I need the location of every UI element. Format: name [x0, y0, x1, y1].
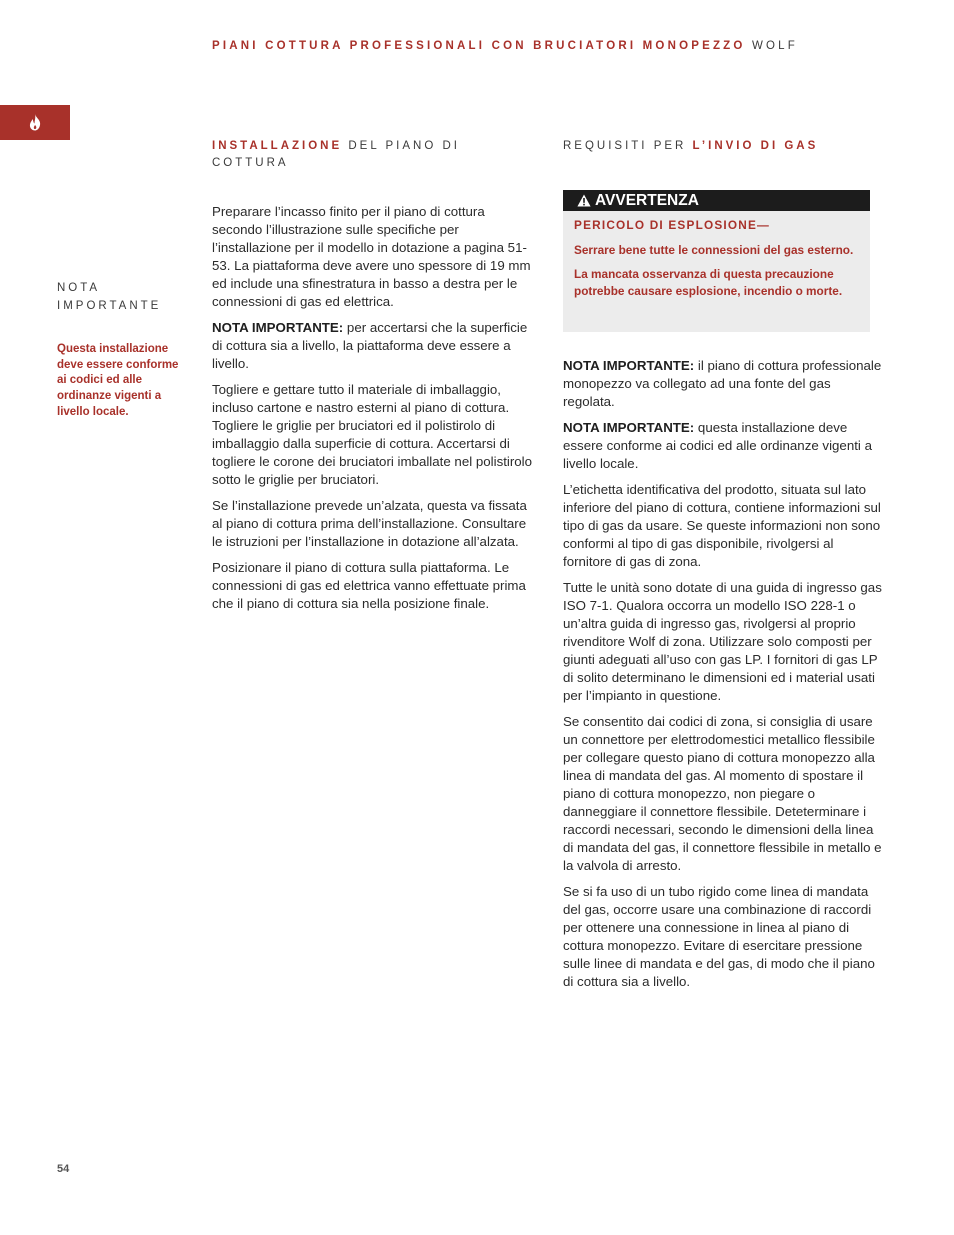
heading-rest: DEL PIANO DI COTTURA	[212, 140, 460, 169]
page-number: 54	[57, 1163, 70, 1175]
warning-body	[563, 211, 870, 299]
bold-lead: NOTA IMPORTANTE:	[563, 358, 695, 373]
warning-bar	[563, 190, 870, 211]
running-header	[212, 40, 912, 52]
paragraph: Posizionare il piano di cottura sulla piattaforma. Le connessioni di gas ed elettrica vanno effettuate prima che il piano di cottura sia nella posizione finale.	[212, 560, 526, 611]
paragraph	[563, 357, 885, 411]
paragraph-text: il piano di cottura professionale monopezzo va collegato ad una fonte del gas regolata.	[563, 358, 882, 409]
bold-lead: NOTA IMPORTANTE:	[563, 420, 695, 435]
left-column	[212, 203, 534, 621]
flame-icon	[28, 114, 42, 131]
paragraph: Se l’installazione prevede un’alzata, questa va fissata al piano di cottura prima dell’installazione. Consultare le istruzioni per l’installazione in dotazione all’alzata.	[212, 498, 527, 549]
paragraph: Tutte le unità sono dotate di una guida di ingresso gas ISO 7-1. Qualora occorra un modello ISO 228-1 o un’altra guida di ingresso gas, rivolgersi al proprio rivenditore Wolf di zona. Utilizzare solo composti per giunti adeguati all’uso con gas LP. I fornitori di gas LP di solito determinano le dimensioni ed i material usati per l’impianto in questione.	[563, 580, 882, 703]
warning-box	[563, 190, 870, 332]
warning-line: Serrare bene tutte le connessioni del gas esterno.	[574, 242, 854, 257]
warning-line: La mancata osservanza di questa precauzione potrebbe causare esplosione, incendio o morte.	[574, 267, 843, 298]
paragraph: Se consentito dai codici di zona, si consiglia di usare un connettore per elettrodomestici metallico flessibile per collegare questo piano di cottura monopezzo alla linea di mandata del gas. Al momento di spostare il piano di cottura monopezzo, non piegare o danneggiare il connettore flessibile. Deteterminare i raccordi necessari, secondo le dimensioni della linea di mandata del gas, il connettore flessibile in metallo e la valvola di arresto.	[563, 714, 882, 873]
heading-keyword: INSTALLAZIONE	[212, 140, 343, 152]
paragraph-text: questa installazione deve essere conforme ai codici ed alle ordinanze vigenti a livello locale.	[563, 420, 872, 471]
paragraph	[212, 319, 534, 373]
section-heading-installazione	[212, 138, 502, 172]
paragraph: Se si fa uso di un tubo rigido come linea di mandata del gas, occorre usare una combinazione di raccordi per ottenere una connessione in linea al piano di cottura monopezzo. Evitare di esercitare pressione sulle linee di mandata e del gas, di modo che il piano di cottura sia a livello.	[563, 884, 875, 989]
heading-keyword: L’INVIO DI GAS	[692, 140, 819, 152]
header-brand: WOLF	[751, 40, 798, 52]
paragraph-text: per accertarsi che la superficie di cottura sia a livello, la piattaforma deve essere a livello.	[212, 320, 528, 371]
warning-lead: PERICOLO DI ESPLOSIONE—	[574, 218, 771, 232]
warning-triangle-icon	[577, 194, 591, 207]
bold-lead: NOTA IMPORTANTE:	[212, 320, 344, 335]
side-note-text: Questa installazione deve essere conforme ai codici ed alle ordinanze vigenti a livello locale.	[57, 343, 179, 418]
paragraph: L’etichetta identificativa del prodotto, situata sul lato inferiore del piano di cottura, contiene informazioni sul tipo di gas da usare. Se queste informazioni non sono conformi al tipo di gas disponibile, rivolgersi al fornitore di gas di zona.	[563, 482, 881, 569]
heading-rest: REQUISITI PER	[563, 140, 693, 152]
paragraph: Preparare l’incasso finito per il piano di cottura secondo l’illustrazione sulle specifiche per l’installazione per il modello in dotazione a pagina 51-53. La piattaforma deve avere uno spessore di 19 mm ed include una sfinestratura in basso a destra per le connessioni di gas ed elettrica.	[212, 204, 531, 309]
paragraph: Togliere e gettare tutto il materiale di imballaggio, incluso cartone e nastro esterni al piano di cottura. Togliere le griglie per bruciatori ed il polistirolo di imballaggio dalla superficie di cottura. Accertarsi di togliere le corone dei bruciatori imballate nel polistirolo sotto le griglie per bruciatori.	[212, 382, 533, 487]
right-column	[563, 357, 885, 999]
side-label-line1: NOTA	[57, 282, 101, 294]
section-heading-gas	[563, 138, 883, 155]
header-title: PIANI COTTURA PROFESSIONALI CON BRUCIATORI MONOPEZZO	[212, 40, 746, 52]
side-label-line2: IMPORTANTE	[57, 300, 162, 312]
side-note-label	[57, 279, 161, 315]
paragraph	[563, 419, 885, 473]
section-tab	[0, 105, 70, 140]
warning-title: AVVERTENZA	[595, 192, 699, 209]
